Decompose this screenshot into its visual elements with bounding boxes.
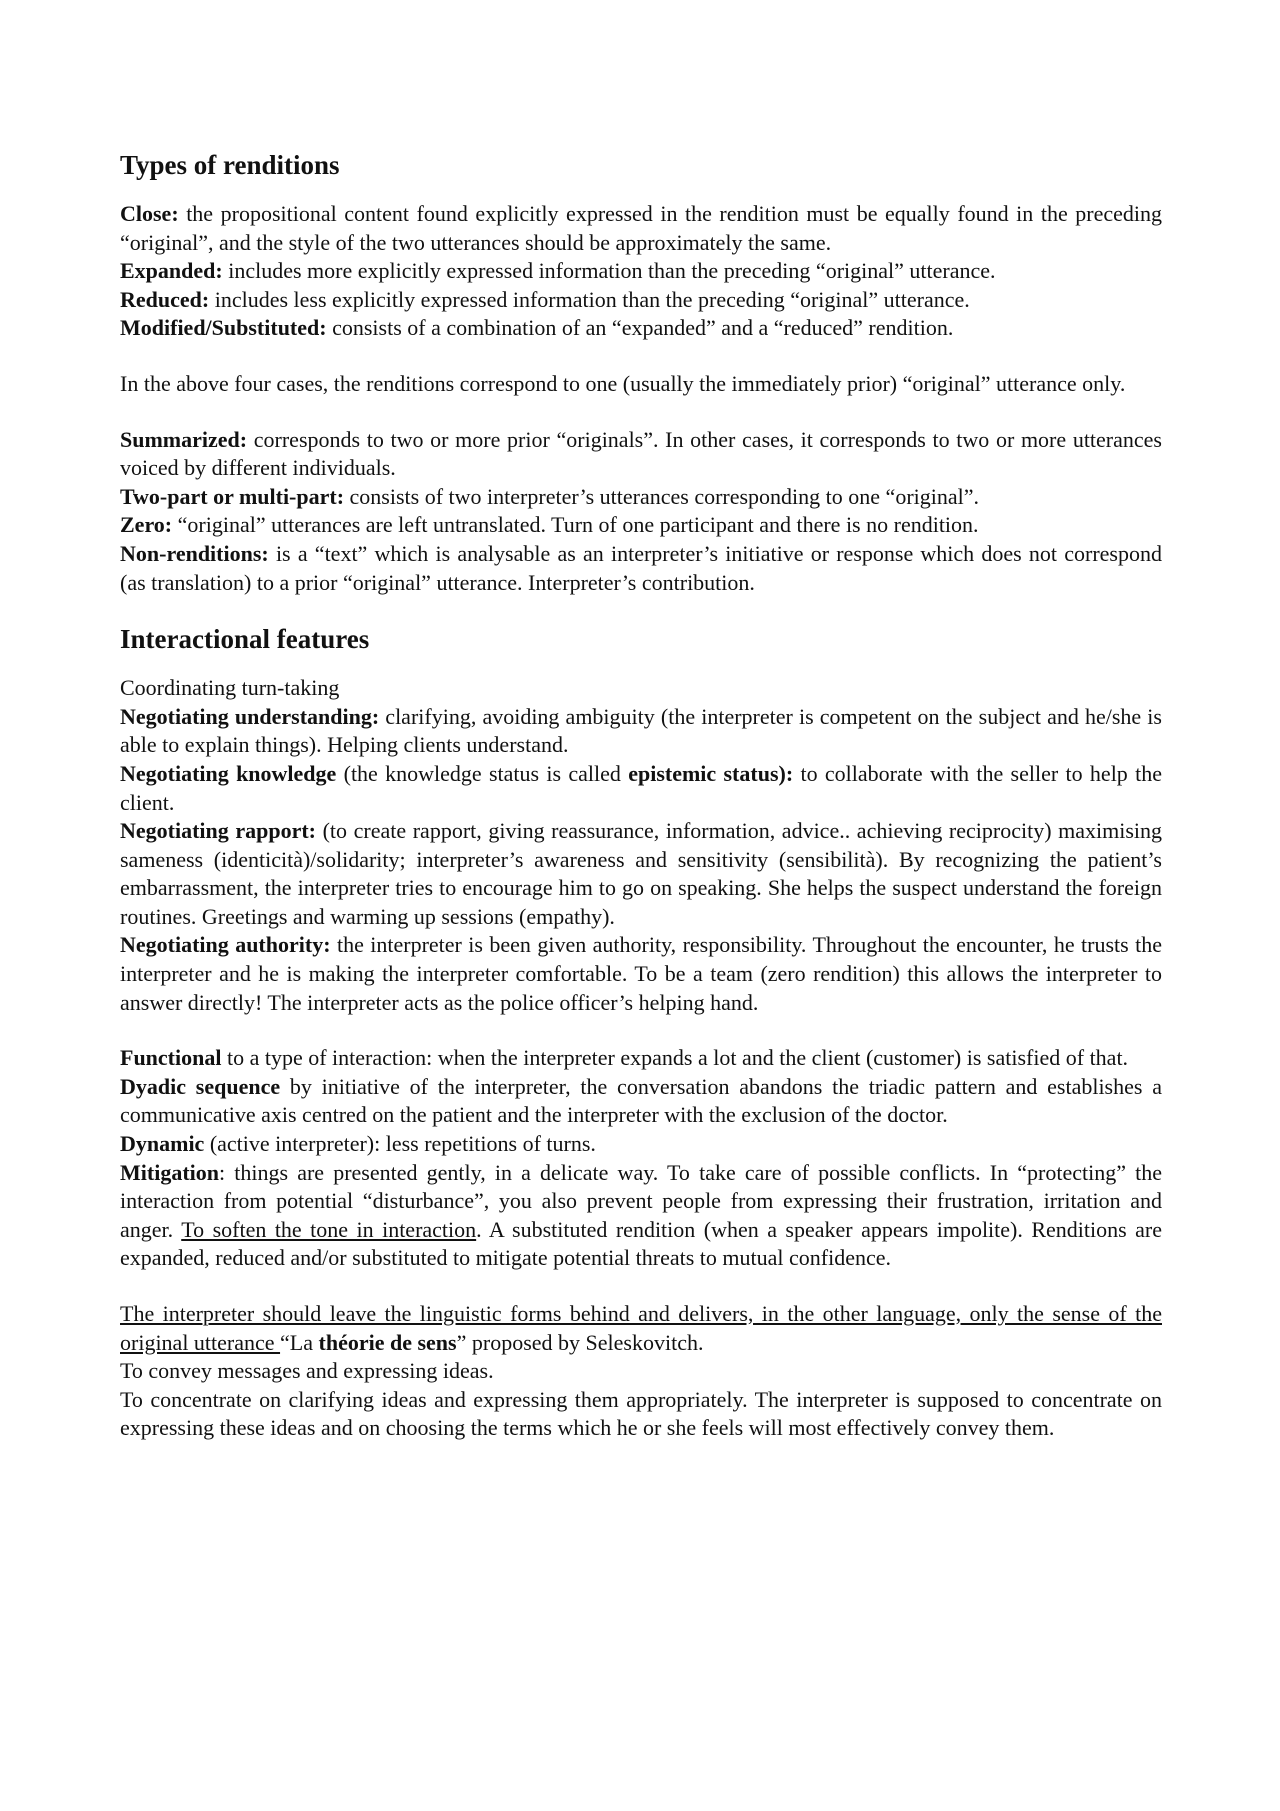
definition-negotiating-rapport-text: (to create rapport, giving reassurance, information, advice.. achieving reciprocity) maximising sameness (identicità)/solidarity; interpreter’s awareness and sensitivity (sensibilità). By recognizing the patient’s embarrassment, the interpreter tries to encourage him to go on speaking. She helps the suspect understand the foreign routines. Greetings and warming up sessions (empathy). (120, 818, 1163, 929)
spacer (120, 399, 1162, 426)
heading-types-of-renditions: Types of renditions (120, 150, 340, 180)
term-modified: Modified/Substituted: (120, 315, 327, 341)
paragraph-convey: To convey messages and expressing ideas. (120, 1358, 494, 1384)
definition-summarized (120, 426, 1162, 483)
definition-non-renditions (120, 540, 1162, 597)
definition-non-renditions-text: is a “text” which is analysable as an interpreter’s initiative or response which does not correspond (as translation) to a prior “original” utterance. Interpreter’s contribution. (120, 540, 1162, 595)
heading-interactional-features: Interactional features (120, 624, 370, 655)
definition-functional-text: to a type of interaction: when the interpreter expands a lot and the client (customer) is satisfied of that. (221, 1045, 1129, 1071)
term-summarized: Summarized: (120, 426, 248, 452)
definition-zero (120, 511, 1162, 540)
mitigation-text-a: : things are presented gently, in a delicate way. To take care of possible conflicts. In “protecting” the interaction from potential “disturbance”, you also prevent people from expressing their frustration, irritation and anger. (120, 1159, 1162, 1242)
definition-reduced (120, 286, 1162, 315)
term-epistemic-status: epistemic status (628, 760, 779, 786)
term-negotiating-authority: Negotiating authority: (120, 932, 331, 958)
term-theorie-de-sens: théorie de sens (318, 1329, 457, 1355)
term-reduced: Reduced: (120, 286, 210, 312)
knowledge-text-c: to collaborate with the seller to help the client. (120, 760, 1162, 815)
definition-functional (120, 1044, 1162, 1073)
sense-underlined-text: The interpreter should leave the linguistic forms behind and delivers, in the other language, only the sense of the original utterance (120, 1301, 1162, 1355)
definition-negotiating-knowledge (120, 760, 1162, 817)
definition-negotiating-understanding (120, 703, 1162, 760)
definition-two-part (120, 483, 1162, 512)
knowledge-text-b: ): (778, 760, 794, 786)
term-dyadic-sequence: Dyadic sequence (120, 1073, 281, 1099)
definition-two-part-text: consists of two interpreter’s utterances corresponding to one “original”. (344, 483, 980, 509)
spacer (120, 597, 1162, 622)
definition-dyadic-sequence (120, 1073, 1162, 1130)
mitigation-text-b: . A substituted rendition (when a speaker appears impolite). Renditions are expanded, reduced and/or substituted to mitigate potential threats to mutual confidence. (120, 1216, 1162, 1271)
term-close: Close: (120, 201, 179, 226)
term-dynamic: Dynamic (120, 1131, 205, 1157)
knowledge-text-a: (the knowledge status is called (336, 760, 629, 786)
term-mitigation: Mitigation (120, 1159, 219, 1185)
paragraph-four-cases: In the above four cases, the renditions correspond to one (usually the immediately prior) “original” utterance only. (120, 370, 1126, 396)
mitigation-underlined-text: To soften the tone in interaction (181, 1216, 477, 1242)
definition-modified (120, 314, 1162, 343)
term-non-renditions: Non-renditions: (120, 540, 269, 566)
definition-close-text: the propositional content found explicitly expressed in the rendition must be equally found in the preceding “original”, and the style of the two utterances should be approximately the same. (120, 201, 1162, 255)
term-zero: Zero: (120, 512, 173, 538)
spacer (120, 1017, 1162, 1044)
term-negotiating-rapport: Negotiating rapport: (120, 818, 317, 844)
term-negotiating-knowledge: Negotiating knowledge (120, 760, 337, 786)
definition-dynamic (120, 1130, 1162, 1159)
paragraph-concentrate: To concentrate on clarifying ideas and expressing them appropriately. The interpreter is supposed to concentrate on expressing these ideas and on choosing the terms which he or she feels will most effectively convey them. (120, 1386, 1162, 1441)
definition-negotiating-authority-text: the interpreter is been given authority, responsibility. Throughout the encounter, he trusts the interpreter and he is making the interpreter comfortable. To be a team (zero rendition) this allows the interpreter to answer directly! The interpreter acts as the police officer’s helping hand. (120, 932, 1163, 1015)
line-coordinating-turn-taking: Coordinating turn-taking (120, 675, 340, 701)
definition-reduced-text: includes less explicitly expressed information than the preceding “original” utterance. (209, 286, 970, 312)
definition-negotiating-authority (120, 931, 1162, 1017)
definition-close (120, 200, 1162, 257)
term-two-part: Two-part or multi-part: (120, 483, 345, 509)
term-functional: Functional (120, 1045, 222, 1071)
definition-expanded-text: includes more explicitly expressed information than the preceding “original” utterance. (222, 258, 996, 284)
spacer (120, 343, 1162, 370)
definition-expanded (120, 257, 1162, 286)
definition-negotiating-rapport (120, 817, 1162, 931)
definition-summarized-text: corresponds to two or more prior “originals”. In other cases, it corresponds to two or more utterances voiced by different individuals. (120, 426, 1162, 481)
definition-dynamic-text: (active interpreter): less repetitions of turns. (204, 1131, 596, 1157)
term-expanded: Expanded: (120, 258, 223, 284)
definition-dyadic-sequence-text: by initiative of the interpreter, the conversation abandons the triadic pattern and establishes a communicative axis centred on the patient and the interpreter with the exclusion of the doctor. (120, 1073, 1162, 1128)
spacer (120, 1273, 1162, 1300)
definition-zero-text: “original” utterances are left untranslated. Turn of one participant and there is no rendition. (172, 512, 979, 538)
paragraph-sense (120, 1300, 1162, 1357)
sense-text-a: “La (280, 1329, 319, 1355)
definition-modified-text: consists of a combination of an “expanded” and a “reduced” rendition. (326, 315, 954, 341)
document-page (120, 148, 1162, 1443)
sense-text-b: ” proposed by Seleskovitch. (456, 1329, 704, 1355)
term-negotiating-understanding: Negotiating understanding: (120, 703, 380, 729)
definition-negotiating-understanding-text: clarifying, avoiding ambiguity (the interpreter is competent on the subject and he/she is able to explain things). Helping clients understand. (120, 703, 1162, 758)
definition-mitigation (120, 1159, 1162, 1273)
